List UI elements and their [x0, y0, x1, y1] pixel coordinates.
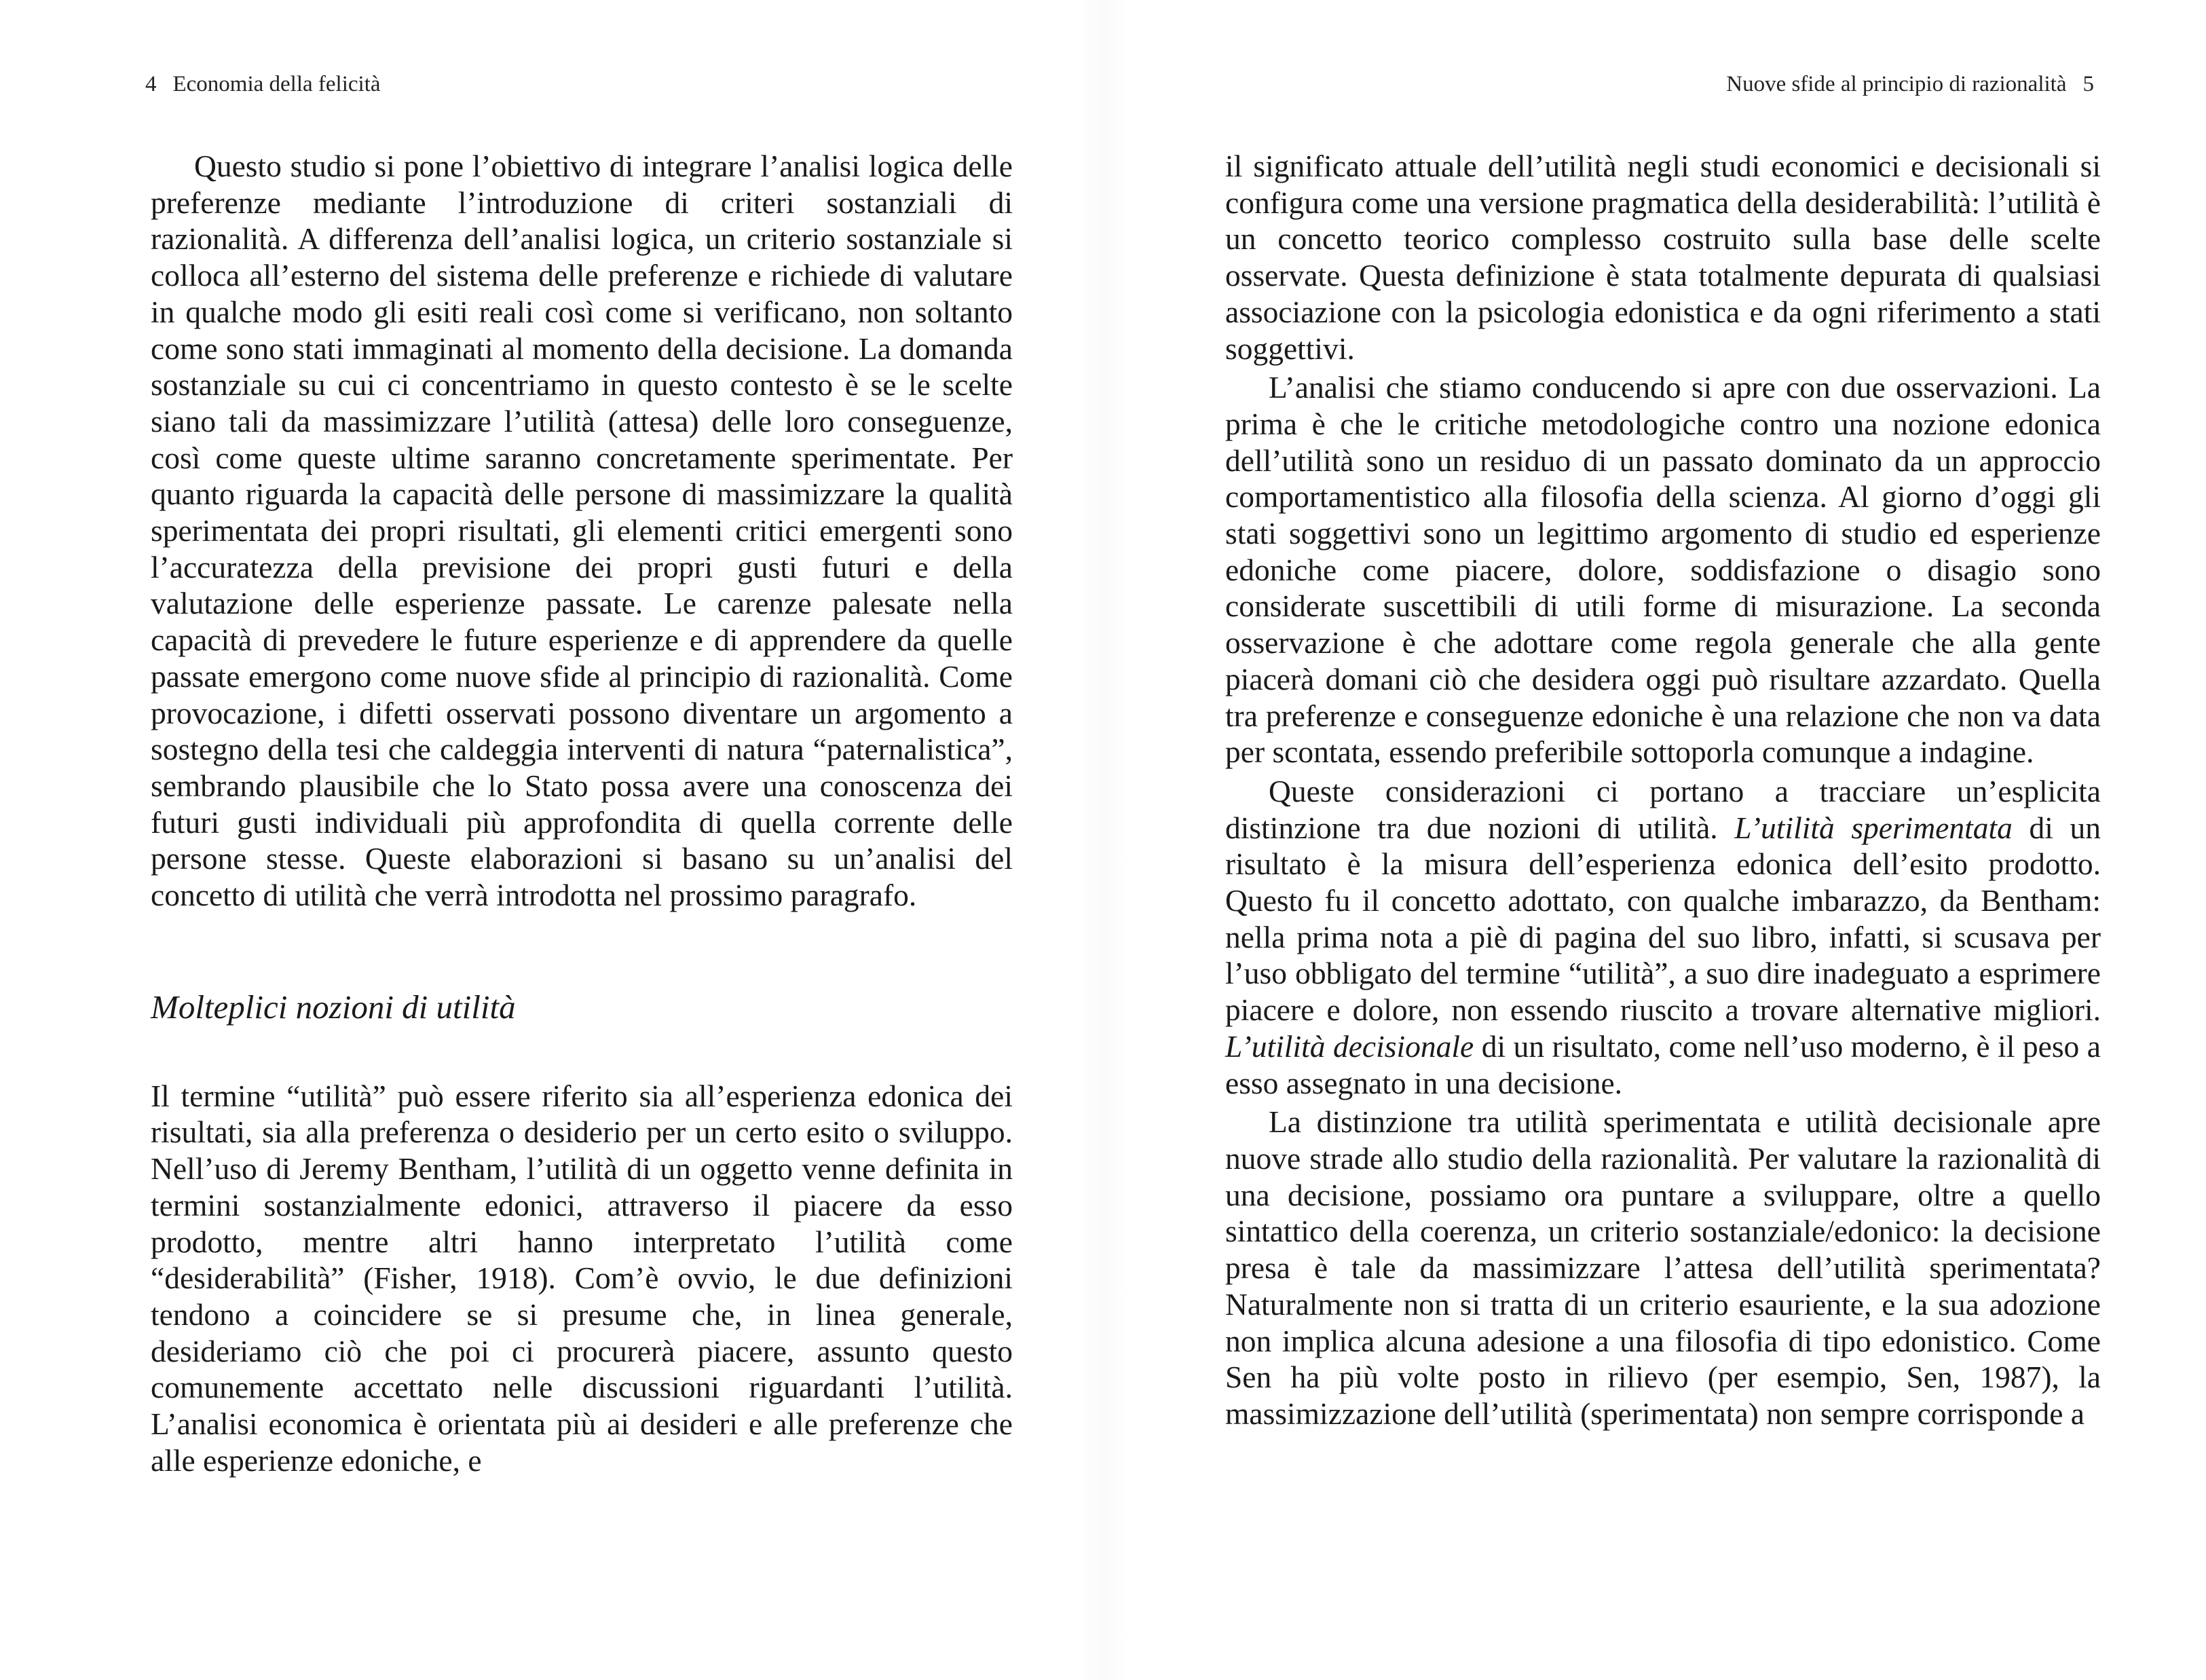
right-paragraph-3-part-3: di un risultato, come nell’uso moderno, è il peso a esso assegnato in una decisione. — [1225, 1028, 2101, 1100]
section-heading: Molteplici nozioni di utilità — [151, 988, 516, 1026]
right-paragraph-4: La distinzione tra utilità sperimentata e utilità decisionale apre nuove strade allo studio della razionalità. Per valutare la razionalità di una decisione, possiamo ora puntare a sviluppare, oltre a quello sintattico della coerenza, un criterio sostanziale/edonico: la decisione presa è tale da massimizzare l’attesa dell’utilità sperimentata? Naturalmente non si tratta di un criterio esauriente, e la sua adozione non implica alcuna adesione a una filosofia di tipo edonistico. Come Sen ha più volte posto in rilievo (per esempio, Sen, 1987), la massimizzazione dell’utilità (sperimentata) non sempre corrisponde a — [1225, 1104, 2101, 1431]
right-paragraph-2: L’analisi che stiamo conducendo si apre con due osservazioni. La prima è che le critiche metodologiche contro una nozione edonica dell’utilità sono un residuo di un passato dominato da un approccio comportamentistico alla filosofia della scienza. Al giorno d’oggi gli stati soggettivi sono un legittimo argomento di studio ed esperienze edoniche come piacere, dolore, soddisfazione o disagio sono considerate suscettibili di utili forme di misurazione. La seconda osservazione è che adottare come regola generale che alla gente piacerà domani ciò che desidera oggi può risultare azzardato. Quella tra preferenze e conseguenze edoniche è una relazione che non va data per scontata, essendo preferibile sottoporla comunque a indagine. — [1225, 370, 2101, 770]
right-text-column — [1225, 148, 2101, 1432]
right-running-head — [1726, 71, 2094, 98]
right-page — [1103, 0, 2206, 1680]
right-paragraph-3 — [1225, 773, 2101, 1101]
right-page-number: 5 — [2082, 72, 2094, 96]
right-paragraph-3-part-1: Queste considerazioni ci portano a tracciare un’esplicita distinzione tra due nozioni di utilità. — [1225, 773, 2101, 845]
left-text-column — [151, 148, 1013, 1479]
term-utilita-decisionale: L’utilità decisionale — [1225, 1028, 1474, 1064]
left-running-head — [145, 71, 381, 98]
term-utilita-sperimentata: L’utilità sperimentata — [1734, 810, 2013, 845]
right-paragraph-1: il significato attuale dell’utilità negli studi economici e decisionali si configura come una versione pragmatica della desiderabilità: l’utilità è un concetto teorico complesso costruito sulla base delle scelte osservate. Questa definizione è stata totalmente depurata di qualsiasi associazione con la psicologia edonistica e da ogni riferimento a stati soggettivi. — [1225, 149, 2101, 366]
left-running-head-title: Economia della felicità — [172, 72, 381, 96]
right-running-head-title: Nuove sfide al principio di razionalità — [1726, 72, 2067, 96]
left-paragraph-1: Questo studio si pone l’obiettivo di integrare l’analisi logica delle preferenze mediante l’introduzione di criteri sostanziali di razionalità. A differenza dell’analisi logica, un criterio sostanziale si colloca all’esterno del sistema delle preferenze e richiede di valutare in qualche modo gli esiti reali così come si verificano, non soltanto come sono stati immaginati al momento della decisione. La domanda sostanziale su cui ci concentriamo in questo contesto è se le scelte siano tali da massimizzare l’utilità (attesa) delle loro conseguenze, così come queste ultime saranno concretamente sperimentate. Per quanto riguarda la capacità delle persone di massimizzare la qualità sperimentata dei propri risultati, gli elementi critici emergenti sono l’accuratezza della previsione dei propri gusti futuri e della valutazione delle esperienze passate. Le carenze palesate nella capacità di prevedere le future esperienze e di apprendere da quelle passate emergono come nuove sfide al principio di razionalità. Come provocazione, i difetti osservati possono diventare un argomento a sostegno della tesi che caldeggia interventi di natura “paternalistica”, sembrando plausibile che lo Stato possa avere una conoscenza dei futuri gusti individuali più approfondita di quella corrente delle persone stesse. Queste elaborazioni si basano su un’analisi del concetto di utilità che verrà introdotta nel prossimo paragrafo. — [151, 149, 1013, 913]
left-paragraph-2: Il termine “utilità” può essere riferito sia all’esperienza edonica dei risultati, sia alla preferenza o desiderio per un certo esito o sviluppo. Nell’uso di Jeremy Bentham, l’utilità di un oggetto venne definita in termini sostanzialmente edonici, attraverso il piacere da esso prodotto, mentre altri hanno interpretato l’utilità come “desiderabilità” (Fisher, 1918). Com’è ovvio, le due definizioni tendono a coincidere se si presume che, in linea generale, desideriamo ciò che poi ci procurerà piacere, assunto questo comunemente accettato nelle discussioni riguardanti l’utilità. L’analisi economica è orientata più ai desideri e alle preferenze che alle esperienze edoniche, e — [151, 1078, 1013, 1478]
left-page-number: 4 — [145, 72, 157, 96]
right-paragraph-3-part-2: di un risultato è la misura dell’esperienza edonica dell’esito prodotto. Questo fu il concetto adottato, con qualche imbarazzo, da Bentham: nella prima nota a piè di pagina del suo libro, infatti, si scusava per l’uso obbligato del termine “utilità”, a suo dire inadeguato a esprimere piacere e dolore, non essendo riuscito a trovare alternative migliori. — [1225, 810, 2101, 1028]
